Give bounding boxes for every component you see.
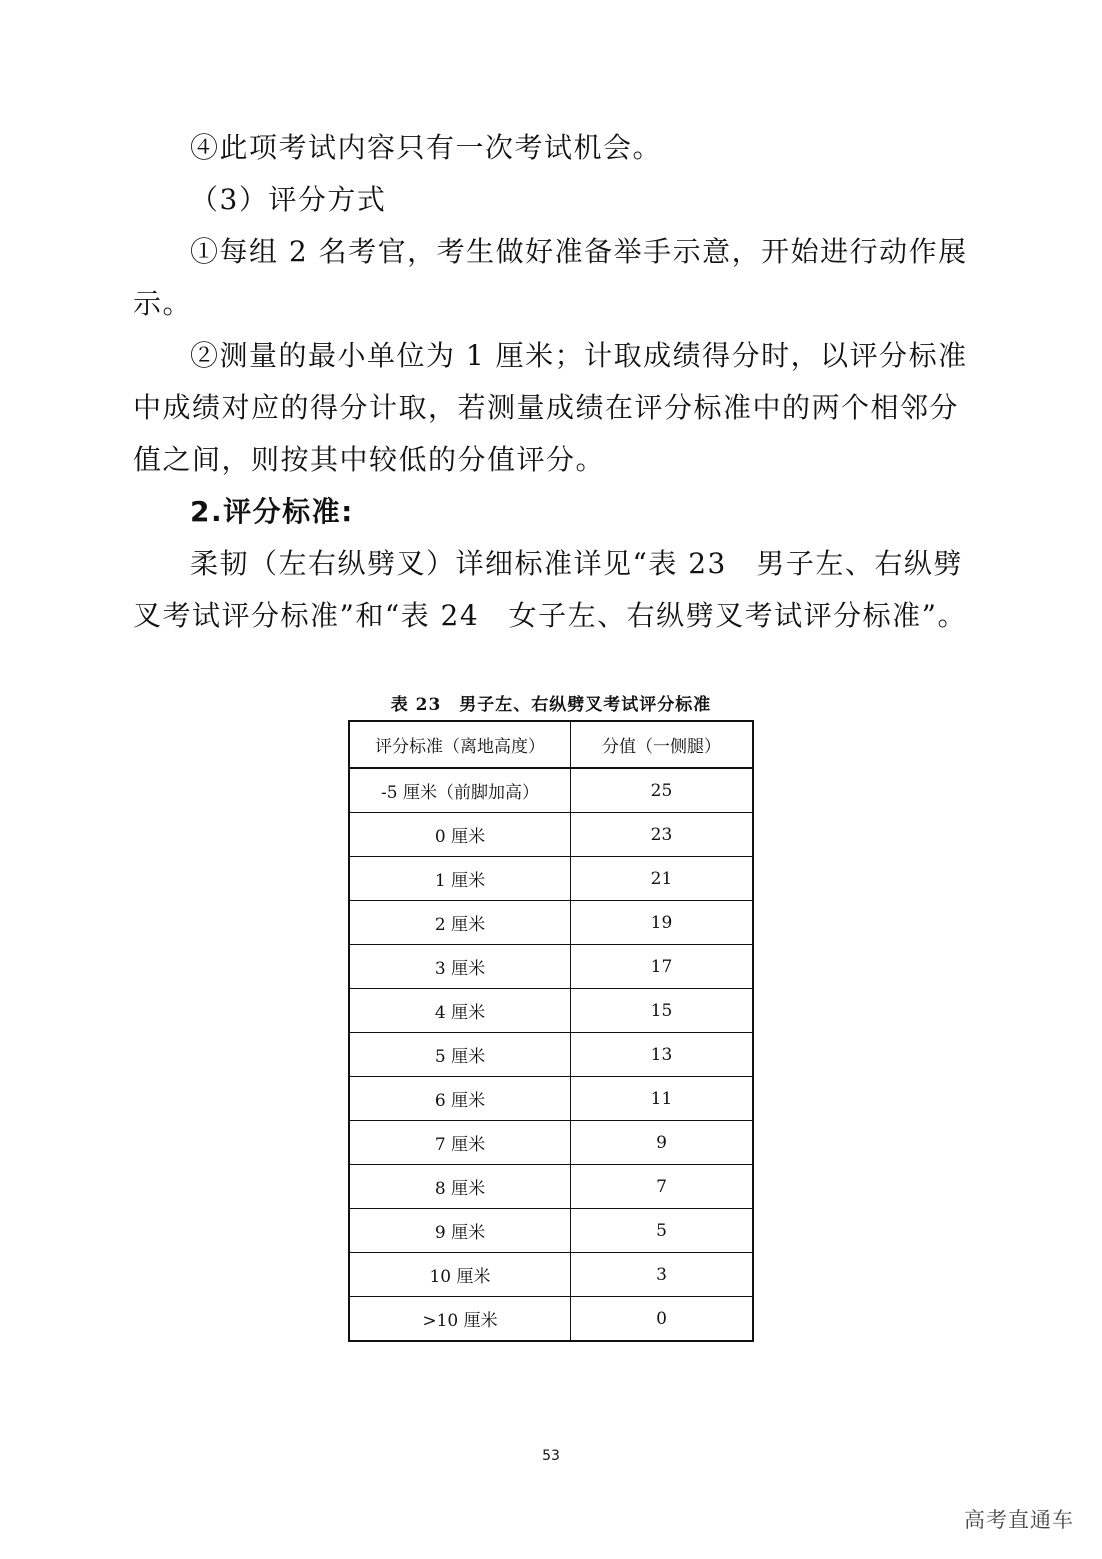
cell-score: 21 bbox=[571, 857, 754, 901]
paragraph-measurement: ②测量的最小单位为 1 厘米；计取成绩得分时，以评分标准中成绩对应的得分计取，若测量成绩在评分标准中的两个相邻分值之间，则按其中较低的分值评分。 bbox=[133, 339, 968, 476]
cell-score: 23 bbox=[571, 813, 754, 857]
cell-score: 0 bbox=[571, 1297, 754, 1342]
cell-height: 3 厘米 bbox=[349, 945, 571, 989]
cell-height: 2 厘米 bbox=[349, 901, 571, 945]
cell-score: 11 bbox=[571, 1077, 754, 1121]
header-score: 分值（一侧腿） bbox=[571, 721, 754, 768]
table-row bbox=[349, 768, 753, 813]
cell-height: >10 厘米 bbox=[349, 1297, 571, 1342]
table-row bbox=[349, 945, 753, 989]
table-row bbox=[349, 1165, 753, 1209]
cell-height: 5 厘米 bbox=[349, 1033, 571, 1077]
table-header-row bbox=[349, 721, 753, 768]
cell-score: 17 bbox=[571, 945, 754, 989]
cell-height: -5 厘米（前脚加高） bbox=[349, 768, 571, 813]
cell-height: 4 厘米 bbox=[349, 989, 571, 1033]
table-row bbox=[349, 1077, 753, 1121]
table-row bbox=[349, 1033, 753, 1077]
watermark: 高考直通车 bbox=[964, 1508, 1074, 1532]
cell-height: 8 厘米 bbox=[349, 1165, 571, 1209]
cell-height: 0 厘米 bbox=[349, 813, 571, 857]
table-row bbox=[349, 857, 753, 901]
table-row bbox=[349, 1253, 753, 1297]
cell-score: 5 bbox=[571, 1209, 754, 1253]
paragraph-examiners: ①每组 2 名考官，考生做好准备举手示意，开始进行动作展示。 bbox=[133, 235, 968, 320]
cell-height: 9 厘米 bbox=[349, 1209, 571, 1253]
page-number: 53 bbox=[542, 1448, 560, 1464]
table-row bbox=[349, 901, 753, 945]
table-row bbox=[349, 1297, 753, 1342]
scoring-table bbox=[348, 720, 754, 1342]
header-height: 评分标准（离地高度） bbox=[349, 721, 571, 768]
cell-score: 19 bbox=[571, 901, 754, 945]
table-row bbox=[349, 813, 753, 857]
section-heading-scoring-standard: 2.评分标准: bbox=[190, 495, 354, 528]
paragraph-standard-reference: 柔韧（左右纵劈叉）详细标准详见“表 23 男子左、右纵劈叉考试评分标准”和“表 24 女子左、右纵劈叉考试评分标准”。 bbox=[133, 547, 967, 632]
table-caption: 表 23 男子左、右纵劈叉考试评分标准 bbox=[390, 695, 712, 715]
cell-height: 10 厘米 bbox=[349, 1253, 571, 1297]
table-row bbox=[349, 989, 753, 1033]
cell-score: 13 bbox=[571, 1033, 754, 1077]
cell-height: 1 厘米 bbox=[349, 857, 571, 901]
table-row bbox=[349, 1209, 753, 1253]
paragraph-exam-chance: ④此项考试内容只有一次考试机会。 bbox=[190, 131, 663, 164]
table-row bbox=[349, 1121, 753, 1165]
paragraph-scoring-method-title: （3）评分方式 bbox=[190, 183, 387, 216]
cell-score: 9 bbox=[571, 1121, 754, 1165]
cell-score: 7 bbox=[571, 1165, 754, 1209]
cell-score: 3 bbox=[571, 1253, 754, 1297]
cell-score: 25 bbox=[571, 768, 754, 813]
cell-height: 6 厘米 bbox=[349, 1077, 571, 1121]
cell-height: 7 厘米 bbox=[349, 1121, 571, 1165]
cell-score: 15 bbox=[571, 989, 754, 1033]
